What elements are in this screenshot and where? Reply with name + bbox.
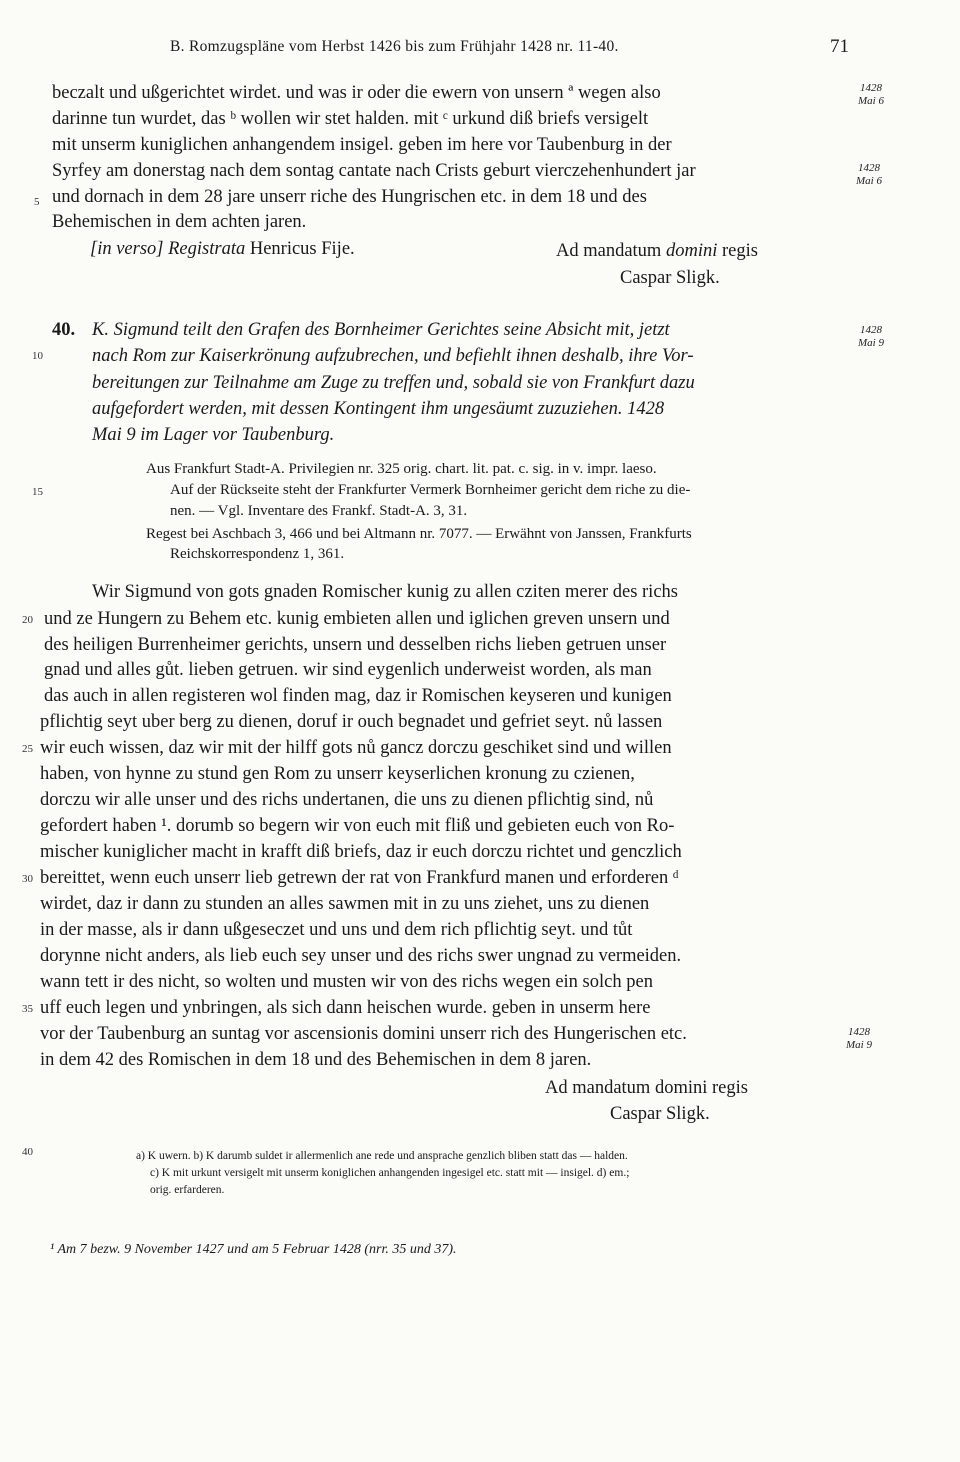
- doc40-signer: Caspar Sligk.: [610, 1104, 710, 1124]
- text-line-9: dorczu wir alle unser und des richs undertanen, die uns zu dienen pflichtig sind, nů: [40, 790, 654, 810]
- doc39-line-4: Syrfey am donerstag nach dem sontag cantate nach Crists geburt vierczehenhundert jar: [52, 161, 696, 181]
- source-line-1: Aus Frankfurt Stadt-A. Privilegien nr. 325 orig. chart. lit. pat. c. sig. in v. impr. laeso.: [146, 461, 657, 477]
- doc40-summary-3: bereitungen zur Teilnahme am Zuge zu treffen und, sobald sie von Frankfurt dazu: [92, 373, 695, 393]
- text-line-12: bereittet, wenn euch unserr lieb getrewn der rat von Frankfurd manen und erforderen ᵈ: [40, 868, 679, 888]
- text-line-8: haben, von hynne zu stund gen Rom zu unserr keyserlichen kronung zu czienen,: [40, 764, 635, 784]
- margin-date-year: 1428: [857, 162, 880, 174]
- margin-line-number: 15: [32, 486, 43, 498]
- margin-date-day: Mai 6: [856, 175, 882, 187]
- margin-date-day: Mai 6: [858, 95, 884, 107]
- variant-note-3: orig. erfarderen.: [150, 1184, 225, 1196]
- mandatum-text: Ad mandatum: [556, 241, 662, 261]
- margin-line-number: 30: [22, 873, 33, 885]
- text-line-2: und ze Hungern zu Behem etc. kunig embieten allen und iglichen greven unsern und: [44, 609, 670, 629]
- registrata-label: Registrata: [168, 239, 246, 259]
- source-line-5: Reichskorrespondenz 1, 361.: [170, 546, 345, 562]
- doc40-summary-1: K. Sigmund teilt den Grafen des Bornheimer Gerichtes seine Absicht mit, jetzt: [92, 320, 670, 340]
- text-line-11: mischer kuniglicher macht in krafft diß briefs, daz ir euch dorczu richtet und genczlich: [40, 842, 682, 862]
- doc39-verso-note: [90, 238, 355, 260]
- footnote-1: ¹ Am 7 bezw. 9 November 1427 und am 5 Februar 1428 (nrr. 35 und 37).: [50, 1242, 457, 1257]
- margin-date: [856, 162, 882, 188]
- text-line-16: wann tett ir des nicht, so wolten und musten wir von des richs wegen ein solch pen: [40, 972, 653, 992]
- source-line-4: Regest bei Aschbach 3, 466 und bei Altmann nr. 7077. — Erwähnt von Janssen, Frankfurts: [146, 526, 692, 542]
- margin-date-year: 1428: [847, 1026, 870, 1038]
- margin-line-number: 35: [22, 1003, 33, 1015]
- margin-date-year: 1428: [859, 324, 882, 336]
- doc39-mandatum: [556, 240, 758, 262]
- source-line-2: Auf der Rückseite steht der Frankfurter Vermerk Bornheimer gericht dem riche zu die-: [170, 482, 691, 498]
- text-line-14: in der masse, als ir dann ußgeseczet und uns und dem rich pflichtig seyt. und tůt: [40, 920, 633, 940]
- doc40-summary-2: nach Rom zur Kaiserkrönung aufzubrechen, und befiehlt ihnen deshalb, ihre Vor-: [92, 346, 694, 366]
- margin-date-year: 1428: [859, 82, 882, 94]
- margin-line-number: 20: [22, 614, 33, 626]
- doc39-signer: Caspar Sligk.: [620, 268, 720, 288]
- margin-date: [846, 1026, 872, 1052]
- text-line-1: Wir Sigmund von gots gnaden Romischer kunig zu allen cziten merer des richs: [92, 582, 678, 602]
- source-line-3: nen. — Vgl. Inventare des Frankf. Stadt-A. 3, 31.: [170, 503, 468, 519]
- text-line-10: gefordert haben ¹. dorumb so begern wir von euch mit fliß und gebieten euch von Ro-: [40, 816, 675, 836]
- text-line-17: uff euch legen und ynbringen, als sich dann heischen wurde. geben in unserm here: [40, 998, 651, 1018]
- doc40-summary-5: Mai 9 im Lager vor Taubenburg.: [92, 425, 335, 445]
- margin-date-day: Mai 9: [846, 1039, 872, 1051]
- page-number: 71: [830, 36, 849, 57]
- text-line-13: wirdet, daz ir dann zu stunden an alles sawmen mit in zu uns ziehet, uns zu dienen: [40, 894, 650, 914]
- verso-label: [in verso]: [90, 239, 164, 259]
- registrata-name: Henricus Fije.: [249, 239, 355, 259]
- variant-note-2: c) K mit urkunt versigelt mit unserm koniglichen anhangenden ingesigel etc. statt mit — insigel. d) em.;: [150, 1167, 630, 1179]
- margin-date-day: Mai 9: [858, 337, 884, 349]
- margin-line-number: 10: [32, 350, 43, 362]
- text-line-15: dorynne nicht anders, als lieb euch sey unser und des richs swer ungnad zu vermeiden.: [40, 946, 682, 966]
- doc39-line-3: mit unserm kuniglichen anhangendem insigel. geben im here vor Taubenburg in der: [52, 135, 672, 155]
- doc40-number: 40.: [52, 320, 76, 340]
- text-line-6: pflichtig seyt uber berg zu dienen, doruf ir ouch begnadet und gefriet seyt. nů lassen: [40, 712, 663, 732]
- doc39-line-1: beczalt und ußgerichtet wirdet. und was ir oder die ewern von unsern ª wegen also: [52, 83, 661, 103]
- text-line-3: des heiligen Burrenheimer gerichts, unsern und desselben richs lieben getruen unser: [44, 635, 667, 655]
- text-line-4: gnad und alles gůt. lieben getruen. wir sind eygenlich underweist worden, als man: [44, 660, 652, 680]
- mandatum-regis: regis: [721, 241, 758, 261]
- doc40-summary-4: aufgefordert werden, mit dessen Kontingent ihm ungesäumt zuzuziehen. 1428: [92, 399, 665, 419]
- margin-line-number: 5: [34, 196, 40, 208]
- text-line-19: in dem 42 des Romischen in dem 18 und des Behemischen in dem 8 jaren.: [40, 1050, 592, 1070]
- margin-date: [858, 82, 884, 108]
- doc39-line-6: Behemischen in dem achten jaren.: [52, 212, 307, 232]
- doc39-line-2: darinne tun wurdet, das ᵇ wollen wir stet halden. mit ᶜ urkund diß briefs versigelt: [52, 109, 649, 129]
- margin-line-number: 25: [22, 743, 33, 755]
- doc40-mandatum: Ad mandatum domini regis: [545, 1078, 748, 1098]
- variant-note-1: a) K uwern. b) K darumb suldet ir allermenlich ane rede und ansprache genzlich bliben statt das — halden.: [136, 1150, 628, 1162]
- text-line-18: vor der Taubenburg an suntag vor ascensionis domini unserr rich des Hungerischen etc.: [40, 1024, 687, 1044]
- running-title: B. Romzugspläne vom Herbst 1426 bis zum Frühjahr 1428 nr. 11-40.: [170, 38, 619, 55]
- text-line-7: wir euch wissen, daz wir mit der hilff gots nů gancz dorczu geschiket sind und willen: [40, 738, 672, 758]
- text-line-5: das auch in allen registeren wol finden mag, daz ir Romischen keyseren und kunigen: [44, 686, 672, 706]
- margin-line-number: 40: [22, 1146, 33, 1158]
- mandatum-domini: domini: [665, 241, 718, 261]
- doc39-line-5: und dornach in dem 28 jare unserr riche des Hungrischen etc. in dem 18 und des: [52, 187, 647, 207]
- margin-date: [858, 324, 884, 350]
